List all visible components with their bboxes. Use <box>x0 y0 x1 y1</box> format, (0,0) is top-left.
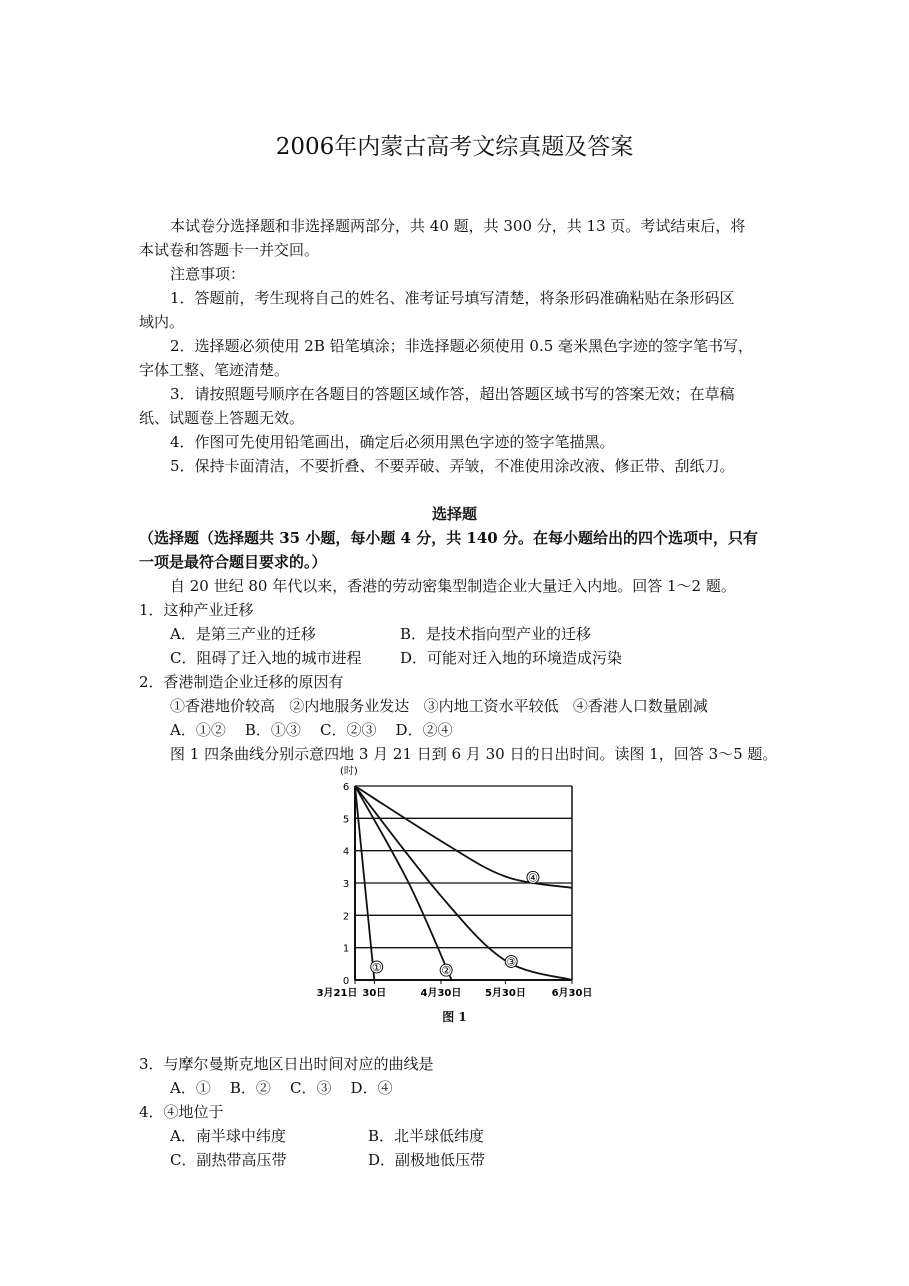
y-tick-label: 1 <box>342 943 350 955</box>
q1-option-c: C．阻碍了迁入地的城市进程 <box>170 649 362 667</box>
y-tick-label: 2 <box>342 911 350 923</box>
note-2: 2．选择题必须使用 2B 铅笔填涂；非选择题必须使用 0.5 毫米黑色字迹的签字笔书写， <box>170 337 754 355</box>
sunrise-chart <box>300 764 620 1034</box>
x-tick-label: 3月21日 <box>316 988 358 999</box>
q1-stem: 1．这种产业迁移 <box>139 601 254 619</box>
y-tick-label: 3 <box>342 879 350 890</box>
q4-option-c: C．副热带高压带 <box>170 1151 287 1169</box>
section-instructions: （选择题（选择题共 35 小题，每小题 4 分，共 140 分。在每小题给出的四个选项中，只有 <box>139 529 758 547</box>
curve-line <box>355 786 572 888</box>
y-tick-label: 4 <box>342 846 350 858</box>
note-1-cont: 域内。 <box>139 313 185 331</box>
y-axis-unit: (时) <box>340 766 358 777</box>
note-1: 1．答题前，考生现将自己的姓名、准考证号填写清楚，将条形码准确粘贴在条形码区 <box>170 289 735 307</box>
notes-heading: 注意事项： <box>170 265 246 283</box>
q2-options: A．①② B．①③ C．②③ D．②④ <box>170 721 453 739</box>
y-tick-label: 5 <box>342 814 350 826</box>
x-tick-label: 6月30日 <box>551 988 593 999</box>
curve-label: ③ <box>506 955 517 969</box>
note-4: 4．作图可先使用铅笔画出，确定后必须用黑色字迹的签字笔描黑。 <box>170 433 615 451</box>
curve-label: ② <box>441 964 452 978</box>
figure-caption: 图 1 <box>442 1010 467 1024</box>
q1-option-b: B．是技术指向型产业的迁移 <box>400 625 592 643</box>
passage-2: 图 1 四条曲线分别示意四地 3 月 21 日到 6 月 30 日的日出时间。读图 1，回答 3～5 题。 <box>170 745 778 763</box>
x-tick-label: 5月30日 <box>484 988 526 999</box>
q3-options: A．① B．② C．③ D．④ <box>170 1079 393 1097</box>
passage-1: 自 20 世纪 80 年代以来，香港的劳动密集型制造企业大量迁入内地。回答 1～2 题。 <box>170 577 736 595</box>
intro-line: 本试卷和答题卡一并交回。 <box>139 241 320 259</box>
q4-option-a: A．南半球中纬度 <box>170 1127 286 1145</box>
curve-label: ① <box>371 960 382 974</box>
q2-stem: 2．香港制造企业迁移的原因有 <box>139 673 344 691</box>
q4-option-b: B．北半球低纬度 <box>368 1127 485 1145</box>
q1-option-a: A．是第三产业的迁移 <box>170 625 316 643</box>
x-tick-label: 4月30日 <box>420 988 462 999</box>
q2-reasons: ①香港地价较高 ②内地服务业发达 ③内地工资水平较低 ④香港人口数量剧减 <box>170 697 708 715</box>
section-instructions-cont: 一项是最符合题目要求的。） <box>139 553 327 571</box>
q3-stem: 3．与摩尔曼斯克地区日出时间对应的曲线是 <box>139 1055 434 1073</box>
q4-stem: 4．④地位于 <box>139 1103 224 1121</box>
section-heading: 选择题 <box>431 505 477 523</box>
y-tick-label: 0 <box>342 976 350 987</box>
y-tick-label: 6 <box>342 782 350 793</box>
page-title: 2006年内蒙古高考文综真题及答案 <box>275 134 634 160</box>
note-3: 3．请按照题号顺序在各题目的答题区域作答，超出答题区域书写的答案无效；在草稿 <box>170 385 735 403</box>
note-3-cont: 纸、试题卷上答题无效。 <box>139 409 305 427</box>
x-tick-label: 30日 <box>362 988 387 999</box>
q4-option-d: D．副极地低压带 <box>368 1151 486 1169</box>
q1-option-d: D．可能对迁入地的环境造成污染 <box>400 649 623 667</box>
curve-label: ④ <box>528 871 538 885</box>
note-2-cont: 字体工整、笔迹清楚。 <box>139 361 290 379</box>
note-5: 5．保持卡面清洁，不要折叠、不要弄破、弄皱，不准使用涂改液、修正带、刮纸刀。 <box>170 457 735 475</box>
intro-line: 本试卷分选择题和非选择题两部分，共 40 题，共 300 分，共 13 页。考试结束后，将 <box>170 217 746 235</box>
